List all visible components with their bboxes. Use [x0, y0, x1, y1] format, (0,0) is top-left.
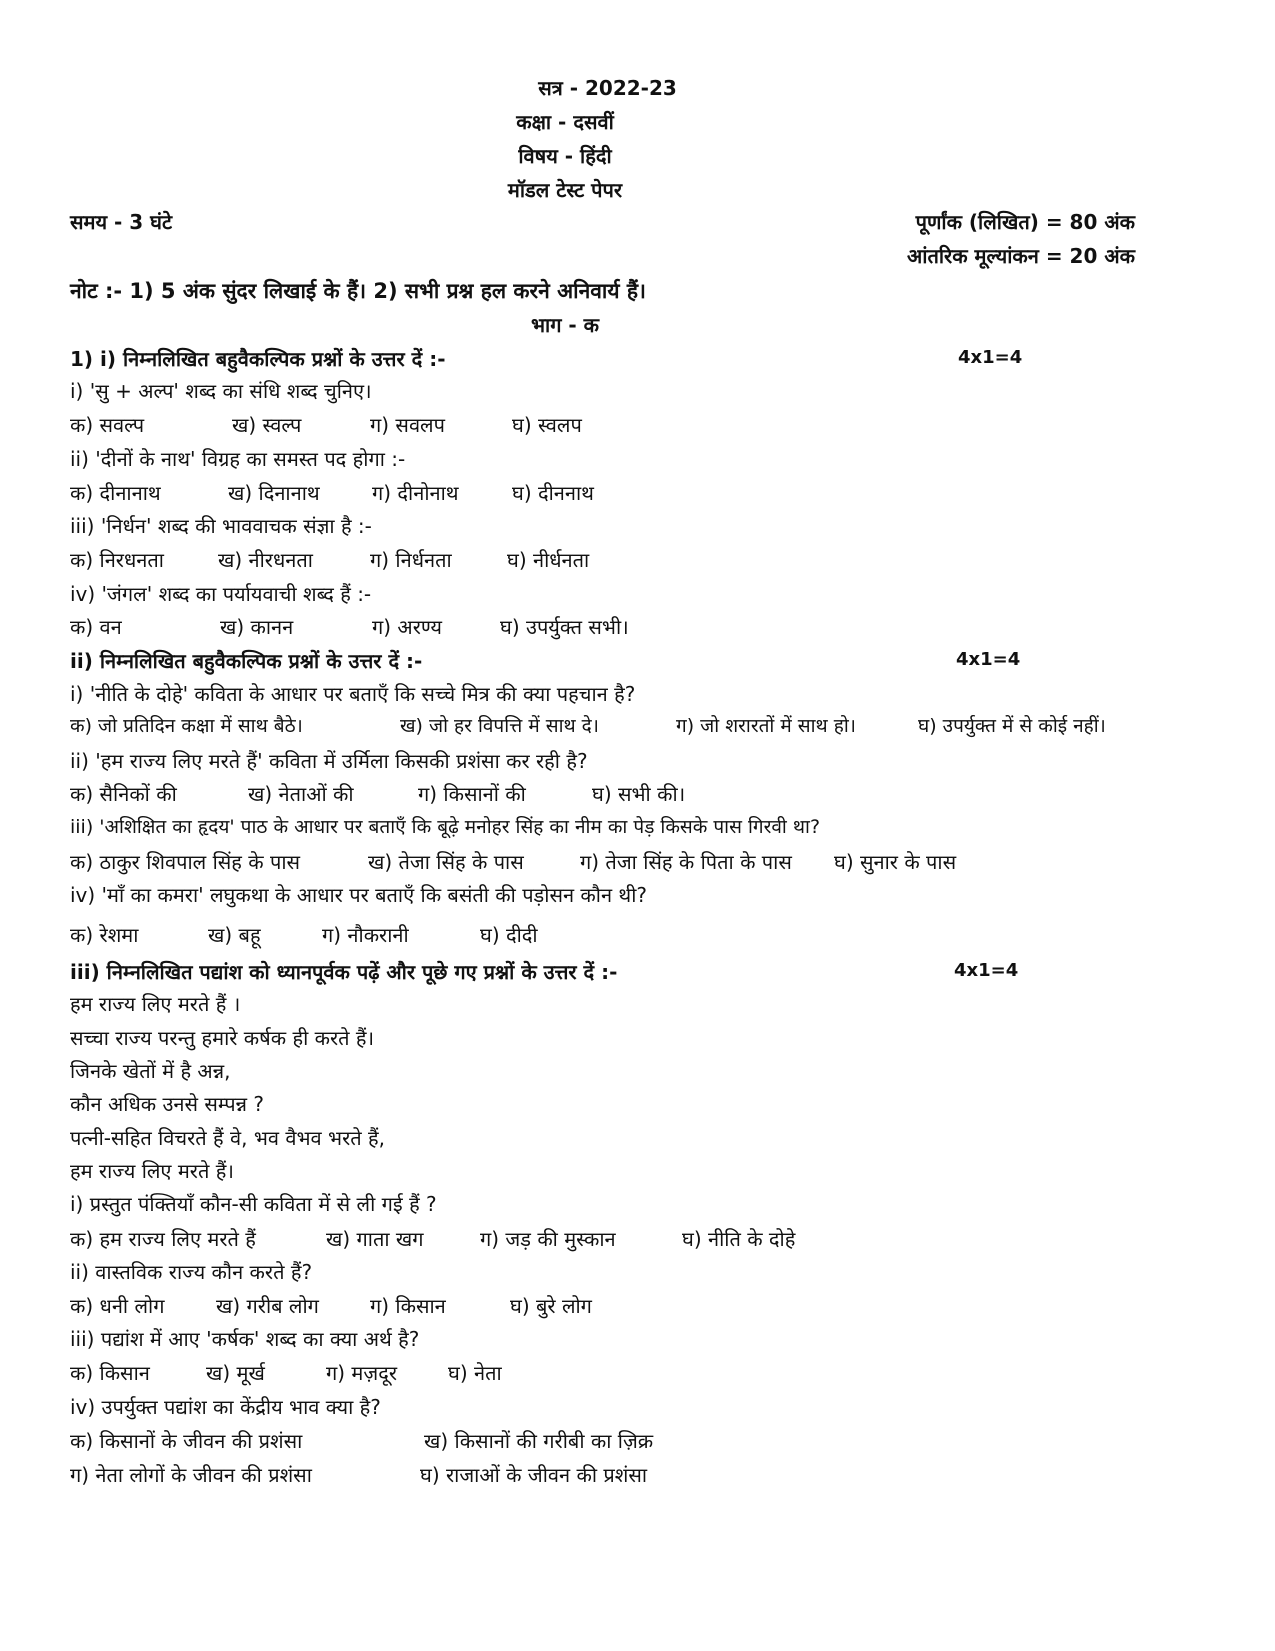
- poem-line: सच्चा राज्य परन्तु हमारे कर्षक ही करते हैं।: [70, 1026, 375, 1050]
- option: घ) दीदी: [480, 923, 538, 947]
- option: ग) मज़दूर: [326, 1361, 398, 1385]
- paper-title: मॉडल टेस्ट पेपर: [507, 178, 623, 202]
- option: ख) नीरधनता: [218, 548, 313, 572]
- option: घ) सुनार के पास: [834, 850, 957, 874]
- question: iii) पद्यांश में आए 'कर्षक' शब्द का क्या अर्थ है?: [70, 1327, 420, 1351]
- option: ख) कानन: [220, 615, 294, 639]
- question: ii) वास्तविक राज्य कौन करते हैं?: [70, 1260, 313, 1284]
- question: ii) 'हम राज्य लिए मरते हैं' कविता में उर्मिला किसकी प्रशंसा कर रही है?: [70, 749, 588, 773]
- option: ग) निर्धनता: [370, 548, 452, 572]
- option: ग) तेजा सिंह के पिता के पास: [580, 850, 792, 874]
- option: क) जो प्रतिदिन कक्षा में साथ बैठे।: [70, 715, 303, 737]
- session: सत्र - 2022-23: [538, 76, 677, 100]
- option: घ) नीर्धनता: [507, 548, 590, 572]
- option: ख) नेताओं की: [248, 782, 354, 806]
- class: कक्षा - दसवीं: [516, 110, 614, 134]
- option: घ) नेता: [448, 1361, 502, 1385]
- option: ख) गरीब लोग: [216, 1294, 319, 1318]
- question: iii) 'निर्धन' शब्द की भाववाचक संज्ञा है :-: [70, 514, 372, 538]
- section1-heading: 1) i) निम्नलिखित बहुवैकल्पिक प्रश्नों के उत्तर दें :-: [70, 347, 446, 371]
- option: क) ठाकुर शिवपाल सिंह के पास: [70, 850, 301, 874]
- question: i) 'नीति के दोहे' कविता के आधार पर बताएँ कि सच्चे मित्र की क्या पहचान है?: [70, 682, 636, 706]
- option: क) किसानों के जीवन की प्रशंसा: [70, 1429, 303, 1453]
- option: घ) बुरे लोग: [510, 1294, 592, 1318]
- option: ख) दिनानाथ: [228, 481, 320, 505]
- option: क) वन: [70, 615, 122, 639]
- question: ii) 'दीनों के नाथ' विग्रह का समस्त पद होगा :-: [70, 447, 406, 471]
- section3-heading: iii) निम्नलिखित पद्यांश को ध्यानपूर्वक पढ़ें और पूछे गए प्रश्नों के उत्तर दें :-: [70, 960, 618, 984]
- part-heading: भाग - क: [530, 313, 600, 337]
- section3-marks: 4x1=4: [954, 960, 1019, 981]
- option: ख) स्वल्प: [232, 413, 302, 437]
- section1-marks: 4x1=4: [958, 347, 1023, 368]
- question: i) 'सु + अल्प' शब्द का संधि शब्द चुनिए।: [70, 379, 372, 403]
- option: क) सैनिकों की: [70, 782, 177, 806]
- option: घ) स्वलप: [512, 413, 582, 437]
- poem-line: पत्नी-सहित विचरते हैं वे, भव वैभव भरते हैं,: [70, 1126, 385, 1150]
- option: क) दीनानाथ: [70, 481, 161, 505]
- poem-line: हम राज्य लिए मरते हैं।: [70, 1159, 234, 1183]
- option: ख) गाता खग: [326, 1227, 424, 1251]
- question: iv) 'माँ का कमरा' लघुकथा के आधार पर बताएँ कि बसंती की पड़ोसन कौन थी?: [70, 883, 647, 907]
- option: क) हम राज्य लिए मरते हैं: [70, 1227, 256, 1251]
- time: समय - 3 घंटे: [70, 210, 173, 234]
- note: नोट :- 1) 5 अंक सुंदर लिखाई के हैं। 2) सभी प्रश्न हल करने अनिवार्य हैं।: [70, 279, 646, 303]
- poem-line: जिनके खेतों में है अन्न,: [70, 1059, 231, 1083]
- max-marks-written: पूर्णांक (लिखित) = 80 अंक: [915, 210, 1135, 234]
- option: ग) सवलप: [370, 413, 445, 437]
- option: घ) राजाओं के जीवन की प्रशंसा: [420, 1463, 648, 1487]
- option: ख) तेजा सिंह के पास: [368, 850, 524, 874]
- option: ख) बहू: [208, 923, 261, 947]
- question: iii) 'अशिक्षित का हृदय' पाठ के आधार पर बताएँ कि बूढ़े मनोहर सिंह का नीम का पेड़ किसके पास गिरवी था?: [70, 816, 821, 838]
- option: ख) जो हर विपत्ति में साथ दे।: [400, 715, 599, 737]
- option: क) सवल्प: [70, 413, 145, 437]
- poem-line: हम राज्य लिए मरते हैं ।: [70, 992, 241, 1016]
- section2-heading: ii) निम्नलिखित बहुवैकल्पिक प्रश्नों के उत्तर दें :-: [70, 649, 423, 673]
- internal-assessment: आंतरिक मूल्यांकन = 20 अंक: [907, 244, 1135, 268]
- option: क) निरधनता: [70, 548, 164, 572]
- option: घ) उपर्युक्त सभी।: [500, 615, 629, 639]
- option: क) धनी लोग: [70, 1294, 165, 1318]
- option: ग) जड़ की मुस्कान: [480, 1227, 616, 1251]
- question: iv) 'जंगल' शब्द का पर्यायवाची शब्द हैं :-: [70, 582, 372, 606]
- option: ग) जो शरारतों में साथ हो।: [676, 715, 856, 737]
- option: घ) उपर्युक्त में से कोई नहीं।: [918, 715, 1106, 737]
- option: ग) किसान: [370, 1294, 446, 1318]
- section2-marks: 4x1=4: [956, 649, 1021, 670]
- subject: विषय - हिंदी: [518, 144, 612, 168]
- option: ख) मूर्ख: [206, 1361, 265, 1385]
- option: ग) नेता लोगों के जीवन की प्रशंसा: [70, 1463, 312, 1487]
- question: i) प्रस्तुत पंक्तियाँ कौन-सी कविता में से ली गई हैं ?: [70, 1192, 437, 1216]
- poem-line: कौन अधिक उनसे सम्पन्न ?: [70, 1092, 265, 1116]
- option: क) किसान: [70, 1361, 150, 1385]
- option: घ) दीननाथ: [512, 481, 594, 505]
- option: घ) सभी की।: [592, 782, 686, 806]
- option: ग) नौकरानी: [322, 923, 409, 947]
- question: iv) उपर्युक्त पद्यांश का केंद्रीय भाव क्या है?: [70, 1395, 381, 1419]
- option: ग) दीनोनाथ: [372, 481, 459, 505]
- option: क) रेशमा: [70, 923, 139, 947]
- option: ग) किसानों की: [418, 782, 526, 806]
- option: ग) अरण्य: [372, 615, 442, 639]
- option: ख) किसानों की गरीबी का ज़िक्र: [424, 1429, 654, 1453]
- option: घ) नीति के दोहे: [682, 1227, 796, 1251]
